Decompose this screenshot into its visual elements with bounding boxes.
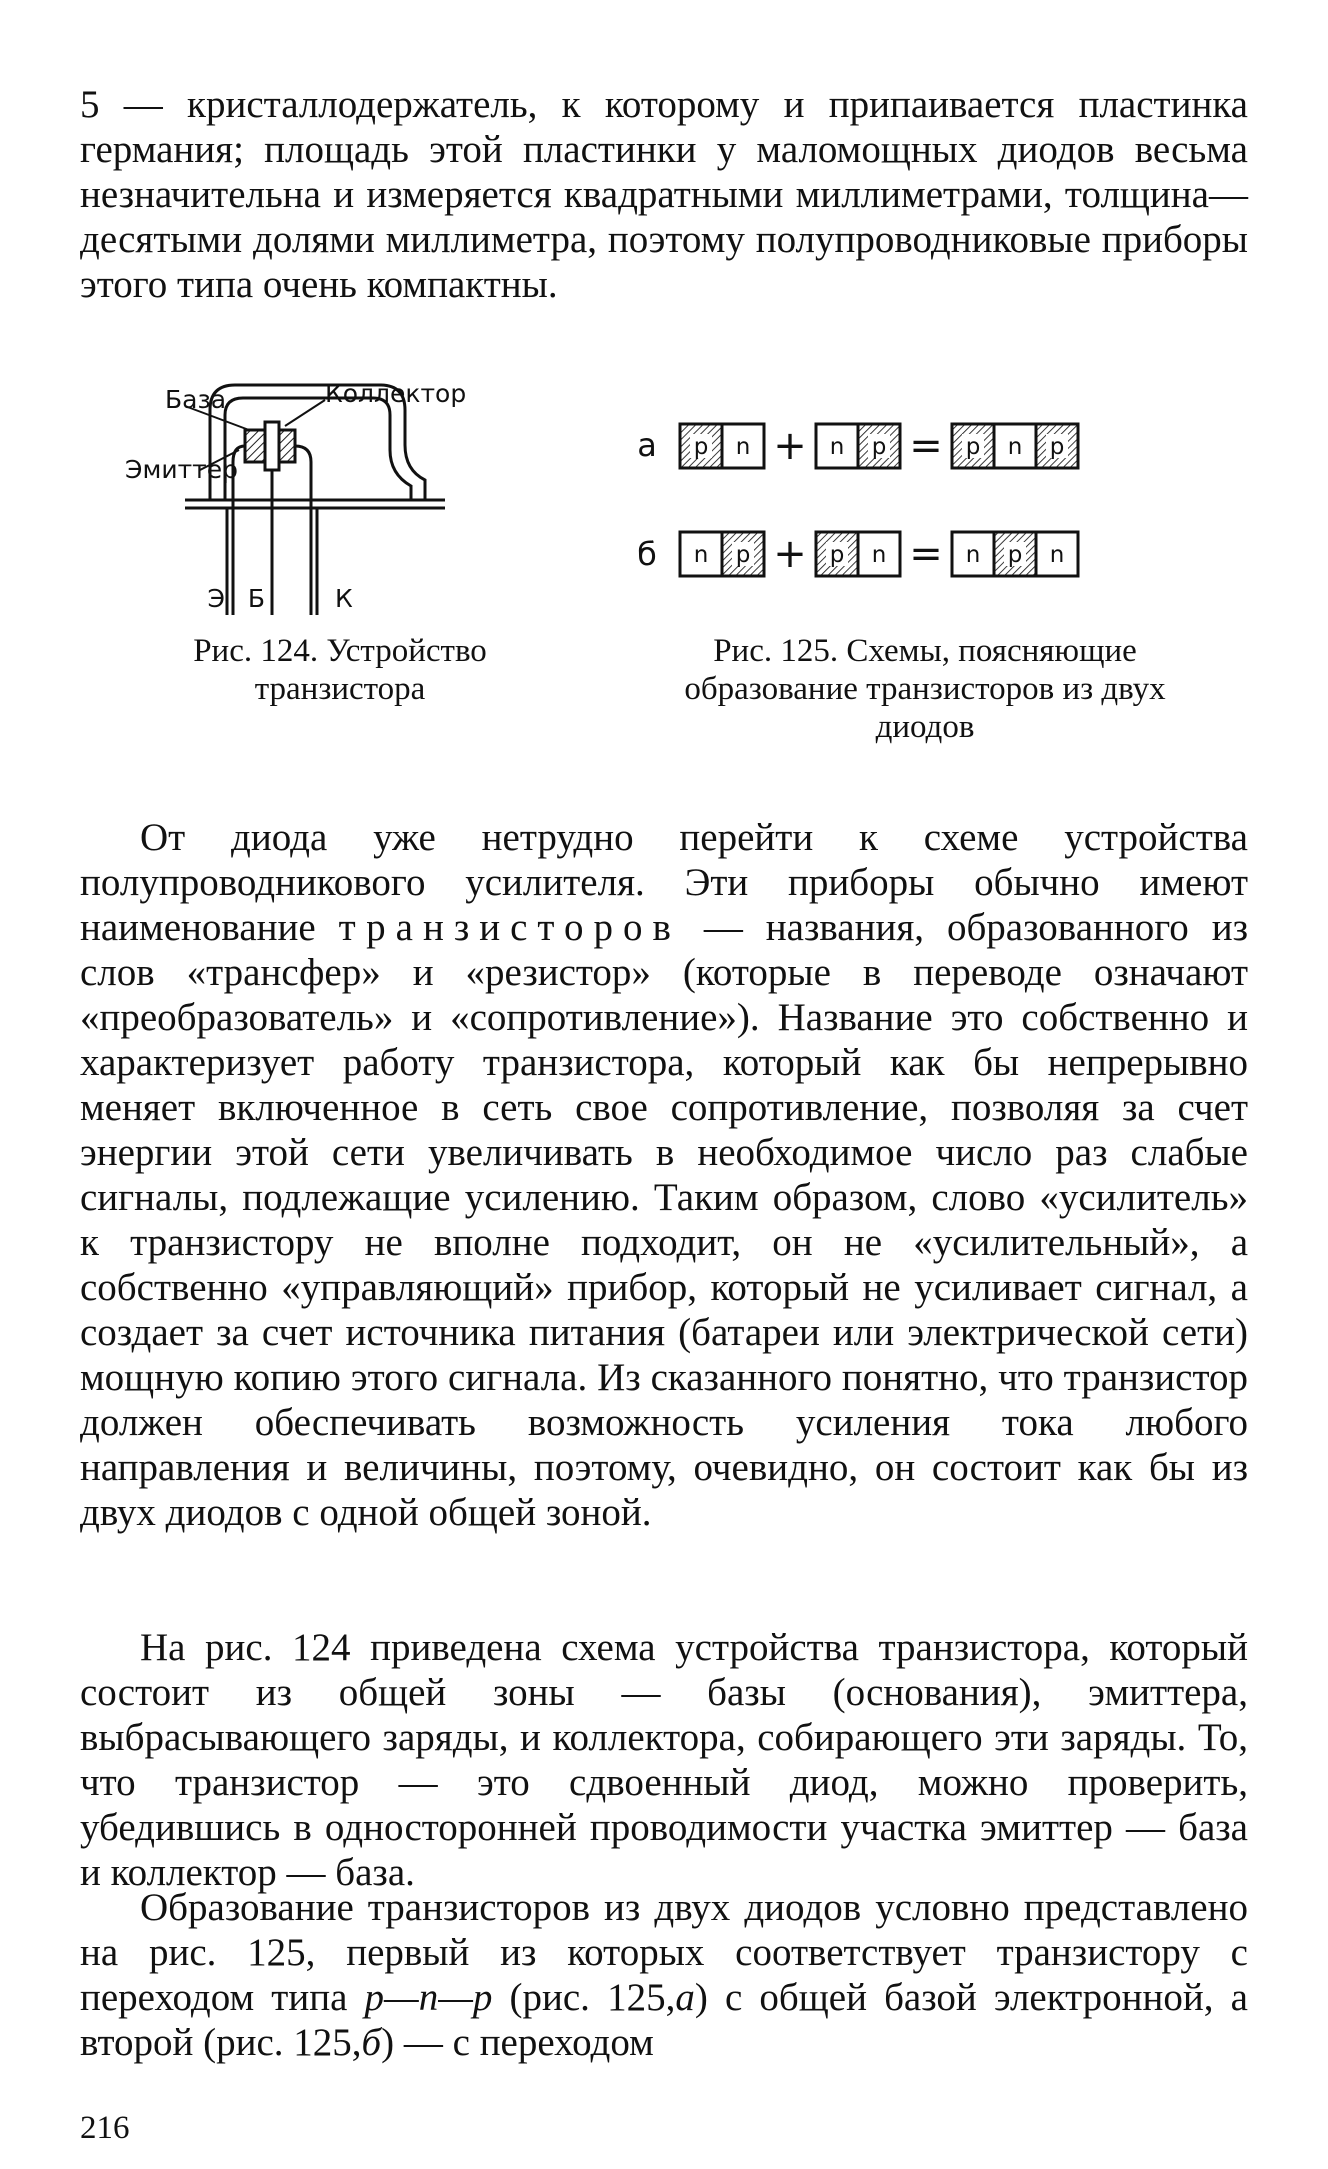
row-a-diode2-letter: n [829,434,845,460]
figure-125-caption-line3: диодов [875,709,975,745]
paragraph-4-text-4: ) — с переходом [381,2021,654,2064]
paragraph-4-text-1: Образование транзисторов из двух диодов условно представлено на рис. 125, первый из которых соответствует транзистору с переходом типа [80,1886,1248,2019]
figure-125-caption-line2: образование транзисторов из двух [684,671,1166,707]
row-a-diode2-letter: p [871,434,887,460]
label-e: Э [207,584,225,613]
row-a-plus-sign: + [773,423,807,469]
paragraph-figure-125-description [80,1885,1248,2065]
row-a-diode1-letter: p [693,434,709,460]
row-a-result-letter: p [965,434,981,460]
figure-ref-a: а [675,1976,695,2019]
label-k: К [335,584,353,613]
label-emitter: Эмиттер [125,455,238,484]
figure-125-caption-line1: Рис. 125. Схемы, поясняющие [713,633,1137,669]
figure-124-caption [110,632,570,708]
row-b-label: б [637,535,657,573]
row-b-diode2-letter: p [829,542,845,568]
figure-124-caption-line2: транзистора [254,671,426,707]
paragraph-4-text-3: ) с общей базой электронной, а второй (рис. 125, [80,1976,1248,2064]
row-b-diode1-letter: p [735,542,751,568]
figure-124-caption-line1: Рис. 124. Устройство [193,633,487,669]
label-b: Б [247,584,265,613]
junction-type-pnp: p—n—p [364,1976,493,2019]
row-b-diode2-letter: n [871,542,887,568]
paragraph-2-text-2: — названия, образованного из слов «трансфер» и «резистор» (которые в переводе означают «преобразователь» и «сопротивление»). Название это собственно и характеризует работу транзистора, который как бы непрерывно меняет включенное в сеть свое сопротивление, позволяя за счет энергии этой сети увеличивать в необходимое число раз слабые сигналы, подлежащие усилению. Таким образом, слово «усилитель» к транзистору не вполне подходит, он не «усилительный», а собственно «управляющий» прибор, который не усиливает сигнал, а создает за счет источника питания (батареи или электрической сети) мощную копию этого сигнала. Из сказанного понятно, что транзистор должен обеспечивать возможность усиления тока любого направления и величины, поэтому, очевидно, он состоит как бы из двух диодов с одной общей зоной. [80,906,1248,1534]
row-a-result-letter: p [1049,434,1065,460]
row-b-result-letter: n [965,542,981,568]
row-b-plus-sign: + [773,531,807,577]
paragraph-4-text-2: (рис. 125, [492,1976,676,2019]
row-b-equals-sign: = [909,531,943,577]
row-b-diode1-letter: n [693,542,709,568]
paragraph-transistor-definition [80,815,1248,1535]
paragraph-2-text-1: От диода уже нетрудно перейти к схеме устройства полупроводникового усилителя. Эти приборы обычно имеют наименование [80,816,1248,949]
row-a-label: а [637,426,657,464]
figure-125-diode-schemes [625,410,1225,590]
figure-124-transistor-diagram [115,370,615,630]
figure-125-caption [615,632,1235,746]
intro-paragraph: 5 — кристаллодержатель, к которому и припаивается пластинка германия; площадь этой пластинки у маломощных диодов весьма незначительна и измеряется квадратными миллиметрами, толщина—десятыми долями миллиметра, поэтому полупроводниковые приборы этого типа очень компактны. [80,83,1248,306]
paragraph-figure-124-description: На рис. 124 приведена схема устройства транзистора, который состоит из общей зоны — базы (основания), эмиттера, выбрасывающего заряды, и коллектора, собирающего эти заряды. То, что транзистор — это сдвоенный диод, можно проверить, убедившись в односторонней проводимости участка эмиттер — база и коллектор — база. [80,1626,1248,1894]
page-number: 216 [80,2110,130,2146]
figure-ref-b: б [361,2021,382,2064]
term-transistors: транзисторов [338,906,681,949]
row-a-equals-sign: = [909,423,943,469]
row-a-diode1-letter: n [735,434,751,460]
row-b-scheme [680,531,1078,577]
label-base: База [165,385,227,414]
row-b-result-letter: p [1007,542,1023,568]
collector-lead [295,446,311,615]
row-b-result-letter: n [1049,542,1065,568]
label-collector: Коллектор [325,379,467,408]
row-a-scheme [680,423,1078,469]
row-a-result-letter: n [1007,434,1023,460]
